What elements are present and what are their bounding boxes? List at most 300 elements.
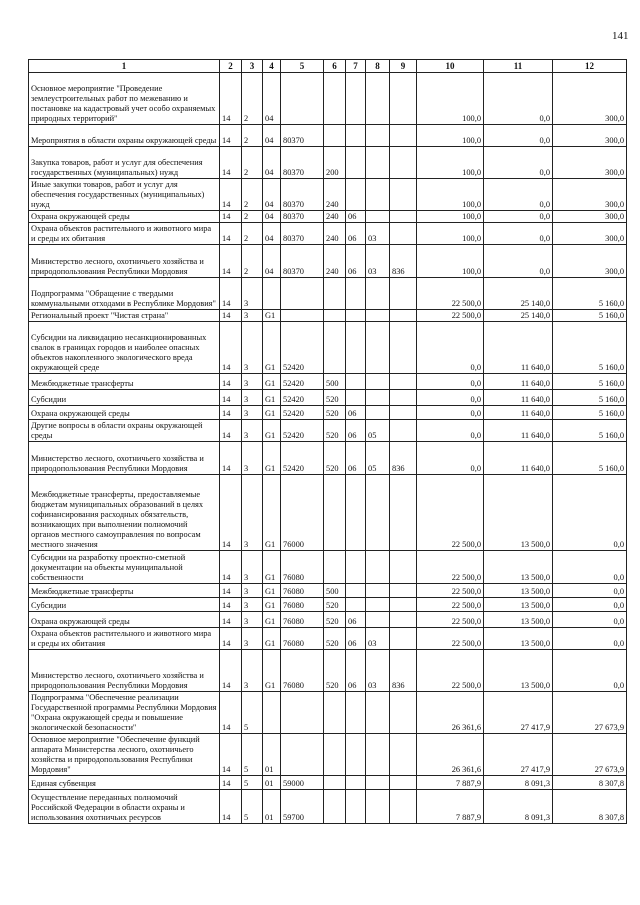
col-6: 240	[324, 245, 346, 278]
value-col-11: 13 500,0	[484, 612, 553, 628]
col-6: 520	[324, 650, 346, 692]
table-row	[29, 179, 627, 211]
value-col-10: 22 500,0	[417, 598, 484, 612]
header-cell: 7	[346, 60, 366, 73]
value-col-10: 0,0	[417, 374, 484, 390]
value-col-12: 0,0	[553, 650, 627, 692]
value-col-12: 5 160,0	[553, 374, 627, 390]
col-2: 14	[220, 628, 242, 650]
value-col-12: 300,0	[553, 73, 627, 125]
col-9	[390, 390, 417, 406]
value-col-12: 8 307,8	[553, 790, 627, 824]
value-col-12: 300,0	[553, 211, 627, 223]
col-9	[390, 598, 417, 612]
col-9	[390, 179, 417, 211]
table-row	[29, 310, 627, 322]
col-6	[324, 310, 346, 322]
col-3: 3	[242, 322, 263, 374]
col-9	[390, 551, 417, 584]
col-6	[324, 125, 346, 147]
col-6: 520	[324, 598, 346, 612]
col-2: 14	[220, 245, 242, 278]
col-8: 03	[366, 628, 390, 650]
value-col-12: 5 160,0	[553, 390, 627, 406]
row-name: Охрана окружающей среды	[29, 612, 220, 628]
table-row	[29, 734, 627, 776]
col-4: G1	[263, 310, 281, 322]
col-4: G1	[263, 551, 281, 584]
value-col-10: 100,0	[417, 125, 484, 147]
value-col-11: 25 140,0	[484, 278, 553, 310]
col-5: 76080	[281, 598, 324, 612]
table-row	[29, 650, 627, 692]
col-8	[366, 73, 390, 125]
col-2: 14	[220, 390, 242, 406]
col-7	[346, 734, 366, 776]
table-row	[29, 598, 627, 612]
value-col-11: 13 500,0	[484, 650, 553, 692]
col-7	[346, 776, 366, 790]
col-6: 520	[324, 390, 346, 406]
value-col-11: 13 500,0	[484, 598, 553, 612]
row-name: Межбюджетные трансферты	[29, 584, 220, 598]
col-2: 14	[220, 420, 242, 442]
col-4: G1	[263, 598, 281, 612]
col-9	[390, 612, 417, 628]
table-row	[29, 211, 627, 223]
col-3: 5	[242, 776, 263, 790]
col-6: 500	[324, 374, 346, 390]
col-2: 14	[220, 278, 242, 310]
value-col-11: 11 640,0	[484, 322, 553, 374]
value-col-11: 0,0	[484, 73, 553, 125]
header-cell: 4	[263, 60, 281, 73]
row-name: Основное мероприятие "Проведение землеустроительных работ по межеванию и постановке на кадастровый учет особо охраняемых природных территорий"	[29, 73, 220, 125]
col-7	[346, 790, 366, 824]
col-5: 59000	[281, 776, 324, 790]
col-6	[324, 790, 346, 824]
table-row	[29, 692, 627, 734]
header-cell: 8	[366, 60, 390, 73]
col-5: 80370	[281, 179, 324, 211]
col-8	[366, 598, 390, 612]
value-col-10: 22 500,0	[417, 278, 484, 310]
value-col-11: 27 417,9	[484, 734, 553, 776]
col-3: 3	[242, 598, 263, 612]
col-6	[324, 278, 346, 310]
col-6: 520	[324, 628, 346, 650]
row-name: Охрана объектов растительного и животного мира и среды их обитания	[29, 628, 220, 650]
col-7	[346, 692, 366, 734]
col-5	[281, 310, 324, 322]
value-col-12: 5 160,0	[553, 442, 627, 475]
col-7	[346, 125, 366, 147]
col-9: 836	[390, 442, 417, 475]
table-row	[29, 73, 627, 125]
row-name: Региональный проект "Чистая страна"	[29, 310, 220, 322]
col-6: 520	[324, 406, 346, 420]
value-col-12: 5 160,0	[553, 310, 627, 322]
col-8	[366, 179, 390, 211]
value-col-11: 11 640,0	[484, 406, 553, 420]
col-2: 14	[220, 612, 242, 628]
row-name: Межбюджетные трансферты	[29, 374, 220, 390]
col-6	[324, 73, 346, 125]
value-col-10: 22 500,0	[417, 551, 484, 584]
col-4: G1	[263, 650, 281, 692]
value-col-11: 8 091,3	[484, 790, 553, 824]
col-4: 04	[263, 223, 281, 245]
col-3: 5	[242, 790, 263, 824]
col-4: 04	[263, 147, 281, 179]
value-col-10: 26 361,6	[417, 734, 484, 776]
col-7	[346, 73, 366, 125]
col-8	[366, 692, 390, 734]
row-name: Мероприятия в области охраны окружающей среды	[29, 125, 220, 147]
value-col-11: 11 640,0	[484, 420, 553, 442]
col-7: 06	[346, 628, 366, 650]
col-2: 14	[220, 475, 242, 551]
value-col-10: 22 500,0	[417, 310, 484, 322]
col-9: 836	[390, 245, 417, 278]
col-3: 2	[242, 223, 263, 245]
value-col-11: 0,0	[484, 125, 553, 147]
col-4: G1	[263, 628, 281, 650]
col-4: G1	[263, 612, 281, 628]
table-row	[29, 551, 627, 584]
col-7	[346, 475, 366, 551]
col-9	[390, 211, 417, 223]
col-9	[390, 374, 417, 390]
col-3: 2	[242, 147, 263, 179]
col-6	[324, 776, 346, 790]
col-3: 2	[242, 245, 263, 278]
col-2: 14	[220, 125, 242, 147]
col-4: 01	[263, 790, 281, 824]
col-9	[390, 406, 417, 420]
value-col-11: 13 500,0	[484, 475, 553, 551]
col-8	[366, 551, 390, 584]
col-9	[390, 310, 417, 322]
row-name: Субсидии	[29, 390, 220, 406]
col-3: 3	[242, 475, 263, 551]
col-7	[346, 278, 366, 310]
row-name: Охрана объектов растительного и животного мира и среды их обитания	[29, 223, 220, 245]
col-9	[390, 125, 417, 147]
col-3: 5	[242, 692, 263, 734]
col-2: 14	[220, 650, 242, 692]
value-col-12: 5 160,0	[553, 420, 627, 442]
value-col-10: 0,0	[417, 442, 484, 475]
col-4: G1	[263, 390, 281, 406]
col-8: 03	[366, 223, 390, 245]
col-6	[324, 734, 346, 776]
col-2: 14	[220, 179, 242, 211]
table-row	[29, 628, 627, 650]
row-name: Иные закупки товаров, работ и услуг для обеспечения государственных (муниципальных) нужд	[29, 179, 220, 211]
col-8: 03	[366, 245, 390, 278]
col-7	[346, 310, 366, 322]
row-name: Межбюджетные трансферты, предоставляемые бюджетам муниципальных образований в целях софинансирования расходных обязательств, возникающих при выполнении полномочий органов местного самоуправления по вопросам местного значения	[29, 475, 220, 551]
col-2: 14	[220, 776, 242, 790]
col-4: G1	[263, 322, 281, 374]
col-9	[390, 278, 417, 310]
col-3: 2	[242, 73, 263, 125]
col-5: 52420	[281, 406, 324, 420]
col-6: 520	[324, 442, 346, 475]
value-col-10: 0,0	[417, 322, 484, 374]
col-4: 01	[263, 776, 281, 790]
col-5: 76080	[281, 628, 324, 650]
col-5: 80370	[281, 147, 324, 179]
col-8	[366, 147, 390, 179]
col-8	[366, 406, 390, 420]
value-col-12: 0,0	[553, 598, 627, 612]
row-name: Охрана окружающей среды	[29, 211, 220, 223]
col-2: 14	[220, 310, 242, 322]
col-6: 240	[324, 223, 346, 245]
col-7: 06	[346, 406, 366, 420]
value-col-10: 22 500,0	[417, 612, 484, 628]
col-4: G1	[263, 584, 281, 598]
row-name: Основное мероприятие "Обеспечение функций аппарата Министерства лесного, охотничьего хозяйства и природопользования Республики Мордовия"	[29, 734, 220, 776]
value-col-11: 11 640,0	[484, 374, 553, 390]
value-col-11: 0,0	[484, 147, 553, 179]
col-9	[390, 420, 417, 442]
col-3: 3	[242, 584, 263, 598]
header-cell: 3	[242, 60, 263, 73]
value-col-10: 22 500,0	[417, 628, 484, 650]
value-col-12: 27 673,9	[553, 734, 627, 776]
col-3: 3	[242, 628, 263, 650]
col-3: 2	[242, 211, 263, 223]
value-col-11: 0,0	[484, 223, 553, 245]
value-col-10: 22 500,0	[417, 584, 484, 598]
col-5	[281, 73, 324, 125]
col-3: 2	[242, 179, 263, 211]
table-row	[29, 475, 627, 551]
col-5: 52420	[281, 390, 324, 406]
col-5	[281, 692, 324, 734]
value-col-10: 7 887,9	[417, 776, 484, 790]
col-7: 06	[346, 420, 366, 442]
value-col-12: 0,0	[553, 584, 627, 598]
value-col-10: 100,0	[417, 245, 484, 278]
col-7	[346, 147, 366, 179]
col-4: 04	[263, 211, 281, 223]
col-8: 05	[366, 420, 390, 442]
col-2: 14	[220, 223, 242, 245]
table-row	[29, 442, 627, 475]
col-5: 52420	[281, 442, 324, 475]
col-3: 5	[242, 734, 263, 776]
value-col-12: 300,0	[553, 223, 627, 245]
value-col-10: 22 500,0	[417, 475, 484, 551]
value-col-12: 300,0	[553, 245, 627, 278]
col-7: 06	[346, 223, 366, 245]
col-9	[390, 147, 417, 179]
value-col-12: 0,0	[553, 475, 627, 551]
col-5: 59700	[281, 790, 324, 824]
col-7	[346, 322, 366, 374]
col-3: 3	[242, 406, 263, 420]
value-col-10: 0,0	[417, 390, 484, 406]
table-row	[29, 125, 627, 147]
col-5	[281, 278, 324, 310]
col-6	[324, 475, 346, 551]
col-4: G1	[263, 442, 281, 475]
value-col-12: 5 160,0	[553, 406, 627, 420]
col-3: 3	[242, 390, 263, 406]
value-col-11: 25 140,0	[484, 310, 553, 322]
value-col-11: 13 500,0	[484, 584, 553, 598]
col-9	[390, 692, 417, 734]
table-row	[29, 278, 627, 310]
table-row	[29, 223, 627, 245]
col-2: 14	[220, 322, 242, 374]
col-8	[366, 612, 390, 628]
row-name: Подпрограмма "Обеспечение реализации Государственной программы Республики Мордовия "Охрана окружающей среды и повышение экологической безопасности"	[29, 692, 220, 734]
value-col-12: 300,0	[553, 179, 627, 211]
col-5	[281, 734, 324, 776]
col-7	[346, 179, 366, 211]
col-4: 04	[263, 125, 281, 147]
col-8	[366, 584, 390, 598]
header-cell: 10	[417, 60, 484, 73]
value-col-10: 100,0	[417, 223, 484, 245]
header-cell: 5	[281, 60, 324, 73]
col-5: 76080	[281, 612, 324, 628]
col-5: 80370	[281, 125, 324, 147]
value-col-12: 0,0	[553, 628, 627, 650]
row-name: Субсидии на ликвидацию несанкционированных свалок в границах городов и наиболее опасных объектов накопленного экологического вреда окружающей среде	[29, 322, 220, 374]
value-col-12: 300,0	[553, 147, 627, 179]
col-4: 04	[263, 245, 281, 278]
value-col-11: 27 417,9	[484, 692, 553, 734]
table-row	[29, 790, 627, 824]
header-row	[29, 60, 627, 73]
row-name: Министерство лесного, охотничьего хозяйства и природопользования Республики Мордовия	[29, 650, 220, 692]
col-3: 3	[242, 442, 263, 475]
col-3: 3	[242, 374, 263, 390]
table-row	[29, 612, 627, 628]
col-2: 14	[220, 692, 242, 734]
page-number: 141	[612, 30, 629, 42]
col-2: 14	[220, 73, 242, 125]
header-cell: 1	[29, 60, 220, 73]
table-row	[29, 406, 627, 420]
value-col-12: 0,0	[553, 551, 627, 584]
col-7	[346, 598, 366, 612]
table-row	[29, 322, 627, 374]
value-col-12: 8 307,8	[553, 776, 627, 790]
col-6	[324, 322, 346, 374]
col-5: 52420	[281, 374, 324, 390]
header-cell: 11	[484, 60, 553, 73]
col-5: 52420	[281, 322, 324, 374]
value-col-10: 26 361,6	[417, 692, 484, 734]
value-col-12: 5 160,0	[553, 278, 627, 310]
col-2: 14	[220, 442, 242, 475]
col-6	[324, 551, 346, 584]
value-col-10: 100,0	[417, 211, 484, 223]
col-4: G1	[263, 475, 281, 551]
value-col-12: 27 673,9	[553, 692, 627, 734]
row-name: Субсидии на разработку проектно-сметной документации на объекты муниципальной собственности	[29, 551, 220, 584]
col-2: 14	[220, 211, 242, 223]
value-col-10: 22 500,0	[417, 650, 484, 692]
col-7: 06	[346, 211, 366, 223]
col-3: 3	[242, 551, 263, 584]
header-cell: 9	[390, 60, 417, 73]
value-col-10: 7 887,9	[417, 790, 484, 824]
col-8	[366, 278, 390, 310]
col-8	[366, 475, 390, 551]
col-5: 76080	[281, 551, 324, 584]
col-5: 80370	[281, 211, 324, 223]
row-name: Министерство лесного, охотничьего хозяйства и природопользования Республики Мордовия	[29, 245, 220, 278]
value-col-12: 300,0	[553, 125, 627, 147]
value-col-10: 0,0	[417, 420, 484, 442]
col-8	[366, 125, 390, 147]
col-5: 76000	[281, 475, 324, 551]
col-2: 14	[220, 551, 242, 584]
col-7	[346, 584, 366, 598]
value-col-10: 100,0	[417, 147, 484, 179]
col-9	[390, 734, 417, 776]
col-5: 52420	[281, 420, 324, 442]
col-3: 3	[242, 650, 263, 692]
value-col-11: 0,0	[484, 245, 553, 278]
col-8	[366, 310, 390, 322]
col-3: 3	[242, 278, 263, 310]
col-7	[346, 551, 366, 584]
row-name: Осуществление переданных полномочий Российской Федерации в области охраны и использования охотничьих ресурсов	[29, 790, 220, 824]
col-5: 76080	[281, 650, 324, 692]
budget-table	[28, 59, 627, 824]
table-row	[29, 374, 627, 390]
value-col-11: 13 500,0	[484, 551, 553, 584]
col-8	[366, 322, 390, 374]
col-6: 520	[324, 612, 346, 628]
table-row	[29, 245, 627, 278]
row-name: Министерство лесного, охотничьего хозяйства и природопользования Республики Мордовия	[29, 442, 220, 475]
col-4	[263, 278, 281, 310]
col-4: 01	[263, 734, 281, 776]
col-2: 14	[220, 147, 242, 179]
value-col-11: 0,0	[484, 211, 553, 223]
table-row	[29, 390, 627, 406]
col-9	[390, 790, 417, 824]
col-2: 14	[220, 790, 242, 824]
table-body	[29, 73, 627, 824]
col-2: 14	[220, 584, 242, 598]
row-name: Другие вопросы в области охраны окружающей среды	[29, 420, 220, 442]
col-3: 3	[242, 612, 263, 628]
col-7: 06	[346, 612, 366, 628]
col-9	[390, 223, 417, 245]
header-cell: 6	[324, 60, 346, 73]
table-row	[29, 147, 627, 179]
col-6	[324, 692, 346, 734]
col-4: G1	[263, 406, 281, 420]
col-4: 04	[263, 73, 281, 125]
col-2: 14	[220, 374, 242, 390]
col-7	[346, 390, 366, 406]
col-5: 76080	[281, 584, 324, 598]
col-2: 14	[220, 406, 242, 420]
col-9	[390, 776, 417, 790]
